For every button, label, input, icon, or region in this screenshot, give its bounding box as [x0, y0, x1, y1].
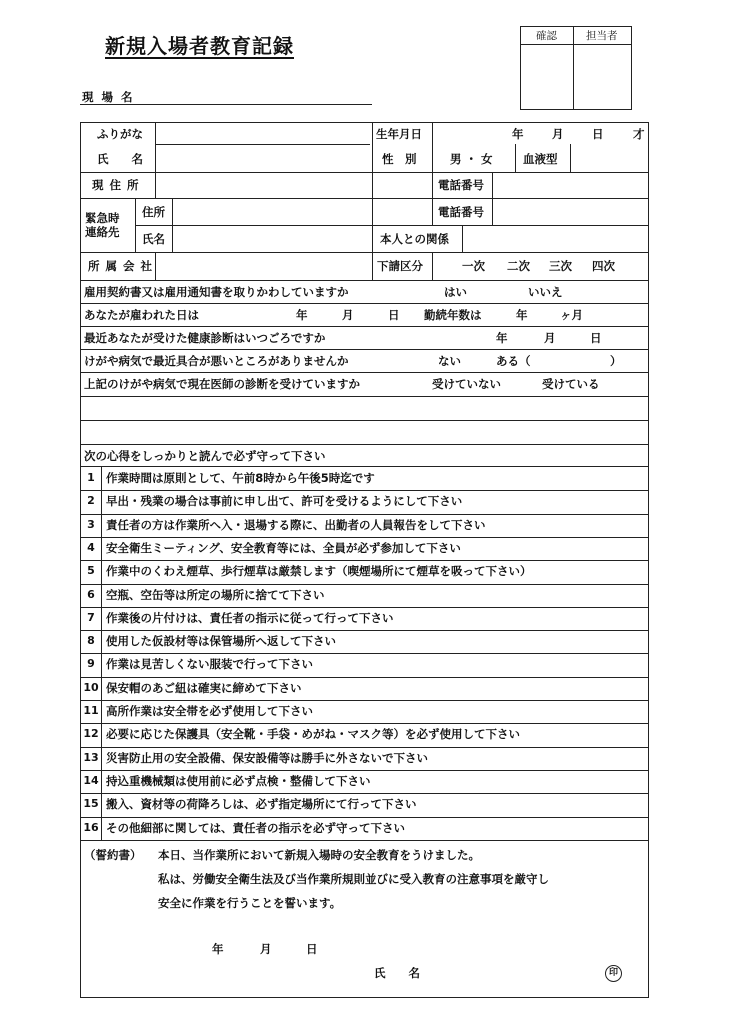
- rule-row-divider: [80, 514, 649, 515]
- subcontract-level-3[interactable]: 三次: [549, 259, 572, 273]
- subcontract-label: 下請区分: [377, 259, 423, 273]
- emergency-label-2: 連絡先: [85, 225, 120, 239]
- rule-text: 災害防止用の安全設備、保安設備等は勝手に外さないで下さい: [106, 750, 428, 765]
- birth-date-label: 生年月日: [376, 127, 422, 141]
- rule-row-divider: [80, 653, 649, 654]
- pledge-day-unit: 日: [306, 942, 318, 956]
- birth-year-unit: 年: [512, 127, 524, 141]
- rule-text: その他細部に関しては、責任者の指示を必ず守って下さい: [106, 820, 405, 835]
- q4-option-yes[interactable]: ある（: [496, 354, 531, 368]
- furigana-label: ふりがな: [97, 127, 143, 141]
- rule-number: 9: [87, 657, 95, 671]
- stamp-confirm-field[interactable]: [522, 46, 572, 108]
- blood-type-label: 血液型: [523, 152, 558, 166]
- q2-service-month-unit: ヶ月: [560, 308, 583, 322]
- q5-option-receiving[interactable]: 受けている: [542, 377, 600, 391]
- em-phone-field[interactable]: [495, 200, 647, 224]
- rule-row-divider: [80, 607, 649, 608]
- blood-type-field[interactable]: [573, 146, 647, 171]
- rule-text: 高所作業は安全帯を必ず使用して下さい: [106, 704, 313, 718]
- q4-paren-close: ）: [610, 354, 622, 368]
- question-1: 雇用契約書又は雇用通知書を取りかわしていますか: [84, 285, 349, 299]
- stamp-person-field[interactable]: [575, 46, 631, 108]
- name-label: 氏 名: [97, 152, 143, 166]
- rule-row-divider: [80, 630, 649, 631]
- rules-divider: [80, 466, 649, 467]
- rule-row-divider: [80, 700, 649, 701]
- blank-row-2[interactable]: [82, 421, 647, 443]
- q3-year-unit: 年: [496, 331, 508, 345]
- rule-number: 7: [87, 610, 95, 624]
- q1-option-yes[interactable]: はい: [444, 285, 467, 299]
- subcontract-level-4[interactable]: 四次: [592, 259, 615, 273]
- seal-mark: 印: [605, 965, 622, 982]
- pledge-year-unit: 年: [212, 942, 224, 956]
- question-2: あなたが雇われた日は: [84, 308, 199, 322]
- rule-text: 使用した仮設材等は保管場所へ返して下さい: [106, 634, 336, 649]
- site-name-underline: [80, 104, 372, 105]
- pledge-name-field[interactable]: [440, 962, 600, 982]
- rule-row-divider: [80, 677, 649, 678]
- rule-number: 16: [83, 820, 99, 834]
- rule-row-divider: [80, 747, 649, 748]
- rule-number: 10: [83, 680, 99, 694]
- subcontract-level-1[interactable]: 一次: [462, 259, 485, 273]
- q1-option-no[interactable]: いいえ: [528, 285, 563, 299]
- rule-row-divider: [80, 490, 649, 491]
- q2-service-label: 勤続年数は: [424, 308, 482, 322]
- rule-row-divider: [80, 723, 649, 724]
- q3-day-unit: 日: [590, 331, 602, 345]
- age-unit: 才: [633, 127, 645, 141]
- pledge-line-3: 安全に作業を行うことを誓います。: [158, 896, 342, 910]
- rule-number: 4: [87, 540, 95, 554]
- em-name-label: 氏名: [142, 232, 165, 246]
- rule-text: 必要に応じた保護具（安全靴・手袋・めがね・マスク等）を必ず使用して下さい: [106, 727, 520, 742]
- rule-row-divider: [80, 560, 649, 561]
- site-name-field[interactable]: [150, 88, 370, 104]
- q2-day-unit: 日: [388, 308, 400, 322]
- address-field[interactable]: [158, 174, 428, 197]
- pledge-line-2: 私は、労働安全衛生法及び当作業所規則並びに受入教育の注意事項を厳守し: [158, 872, 549, 886]
- em-address-label: 住所: [142, 205, 165, 219]
- stamp-divider: [520, 44, 632, 45]
- relation-field[interactable]: [465, 227, 647, 251]
- stamp-divider-v: [573, 26, 574, 110]
- rule-row-divider: [80, 770, 649, 771]
- furigana-field[interactable]: [158, 124, 370, 143]
- rules-heading: 次の心得をしっかりと読んで必ず守って下さい: [84, 449, 326, 463]
- page-title: 新規入場者教育記録: [105, 34, 294, 58]
- stamp-person-label: 担当者: [586, 30, 618, 42]
- rule-number: 13: [83, 750, 99, 764]
- q3-month-unit: 月: [544, 331, 556, 345]
- rule-number: 11: [83, 704, 99, 717]
- pledge-label: （誓約書）: [84, 848, 142, 862]
- phone-label: 電話番号: [438, 178, 484, 192]
- rule-text: 作業後の片付けは、責任者の指示に従って行って下さい: [106, 610, 394, 625]
- rule-number-column-divider: [101, 467, 102, 840]
- relation-label: 本人との関係: [380, 232, 449, 246]
- rule-number: 1: [87, 471, 95, 484]
- em-phone-label: 電話番号: [438, 205, 484, 219]
- rule-number: 12: [83, 727, 99, 741]
- birth-month-unit: 月: [552, 127, 564, 141]
- subcontract-level-2[interactable]: 二次: [507, 259, 530, 273]
- company-label: 所 属 会 社: [88, 259, 154, 273]
- pledge-line-1: 本日、当作業所において新規入場時の安全教育をうけました。: [158, 848, 480, 862]
- em-address-field[interactable]: [175, 200, 430, 224]
- blank-row-1[interactable]: [82, 397, 647, 419]
- q5-option-not-receiving[interactable]: 受けていない: [432, 377, 501, 391]
- rule-row-divider: [80, 537, 649, 538]
- rule-text: 持込重機械類は使用前に必ず点検・整備して下さい: [106, 773, 371, 788]
- q2-year-unit: 年: [296, 308, 308, 322]
- address-label: 現 住 所: [92, 178, 140, 192]
- emergency-label-1: 緊急時: [85, 211, 120, 225]
- birth-day-unit: 日: [592, 127, 604, 141]
- phone-field[interactable]: [495, 174, 647, 197]
- rule-text: 搬入、資材等の荷降ろしは、必ず指定場所にて行って下さい: [106, 797, 417, 812]
- rule-row-divider: [80, 817, 649, 818]
- em-name-field[interactable]: [175, 227, 370, 251]
- pledge-month-unit: 月: [260, 942, 272, 956]
- q2-service-year-unit: 年: [516, 308, 528, 322]
- question-5: 上記のけがや病気で現在医師の診断を受けていますか: [84, 377, 360, 391]
- rule-number: 15: [83, 797, 99, 811]
- rule-text: 作業中のくわえ煙草、歩行煙草は厳禁します（喫煙場所にて煙草を吸って下さい）: [106, 564, 532, 579]
- rule-text: 安全衛生ミーティング、安全教育等には、全員が必ず参加して下さい: [106, 540, 461, 555]
- rule-row-divider: [80, 840, 649, 841]
- rule-number: 5: [87, 564, 95, 578]
- rule-text: 空瓶、空缶等は所定の場所に捨てて下さい: [106, 587, 325, 602]
- question-4: けがや病気で最近具合が悪いところがありませんか: [84, 354, 349, 368]
- q4-option-no[interactable]: ない: [438, 354, 461, 368]
- rule-number: 14: [83, 773, 99, 787]
- rule-number: 2: [87, 494, 95, 508]
- rule-row-divider: [80, 584, 649, 585]
- name-field[interactable]: [158, 146, 370, 171]
- pledge-name-label: 氏 名: [374, 966, 420, 980]
- rule-text: 保安帽のあご紐は確実に締めて下さい: [106, 680, 302, 695]
- stamp-confirm-label: 確認: [536, 30, 557, 42]
- rule-number: 6: [87, 587, 95, 601]
- rule-text: 責任者の方は作業所へ入・退場する際に、出勤者の人員報告をして下さい: [106, 517, 486, 532]
- rule-text: 作業時間は原則として、午前8時から午後5時迄です: [106, 471, 375, 485]
- sex-label: 性 別: [382, 152, 417, 166]
- rule-number: 3: [87, 517, 95, 531]
- q2-month-unit: 月: [342, 308, 354, 322]
- rule-text: 作業は見苦しくない服装で行って下さい: [106, 657, 313, 672]
- company-field[interactable]: [158, 254, 370, 279]
- rule-number: 8: [87, 634, 95, 648]
- sex-options[interactable]: 男 ・ 女: [450, 152, 493, 166]
- rule-text: 早出・残業の場合は事前に申し出て、許可を受けるようにして下さい: [106, 494, 463, 509]
- question-3: 最近あなたが受けた健康診断はいつごろですか: [84, 331, 326, 345]
- rule-row-divider: [80, 793, 649, 794]
- site-name-label: 現 場 名: [82, 90, 135, 104]
